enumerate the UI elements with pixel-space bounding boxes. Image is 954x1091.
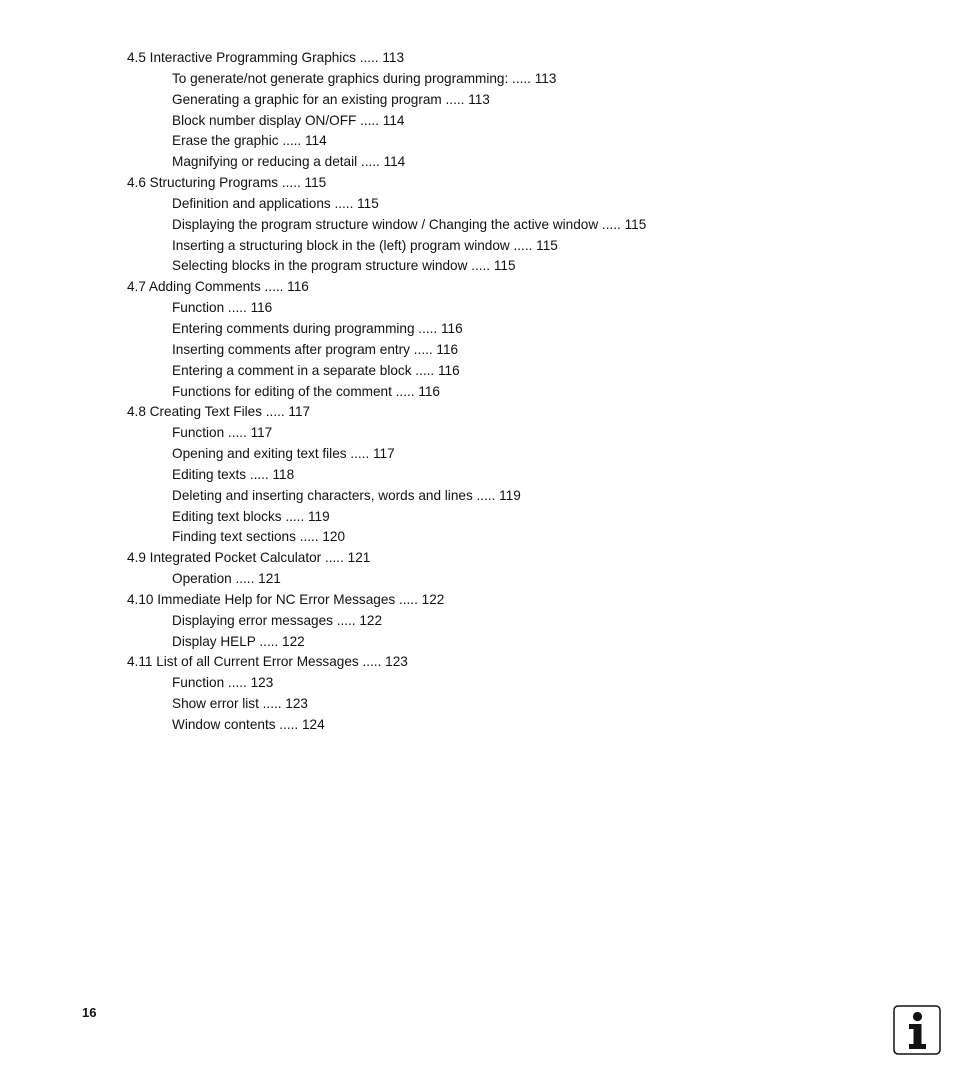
- toc-subentry[interactable]: Entering comments during programming ..... 116: [172, 320, 463, 336]
- toc-entry[interactable]: 4.6 Structuring Programs ..... 115: [127, 175, 327, 191]
- toc-subentry[interactable]: Function ..... 117: [172, 425, 273, 441]
- toc-subentry[interactable]: Operation ..... 121: [172, 571, 281, 587]
- info-icon: [893, 1005, 941, 1055]
- toc-subentry[interactable]: Display HELP ..... 122: [172, 633, 305, 649]
- toc-subentry[interactable]: Inserting comments after program entry ..... 116: [172, 341, 459, 357]
- toc-entry[interactable]: 4.5 Interactive Programming Graphics ..... 113: [127, 50, 405, 65]
- toc-subentry[interactable]: Inserting a structuring block in the (left) program window ..... 115: [172, 237, 558, 253]
- toc-subentry[interactable]: Deleting and inserting characters, words and lines ..... 119: [172, 487, 521, 503]
- toc-subentry[interactable]: Definition and applications ..... 115: [172, 195, 379, 211]
- toc-subentry[interactable]: Finding text sections ..... 120: [172, 529, 346, 545]
- toc-subentry[interactable]: Entering a comment in a separate block ..... 116: [172, 362, 460, 378]
- toc-subentry[interactable]: Opening and exiting text files ..... 117: [172, 446, 395, 462]
- page-number: 16: [82, 1005, 97, 1020]
- toc-subentry[interactable]: Function ..... 116: [172, 300, 273, 316]
- toc-subentry[interactable]: Generating a graphic for an existing program ..... 113: [172, 91, 490, 107]
- toc-entry[interactable]: 4.8 Creating Text Files ..... 117: [127, 404, 311, 420]
- table-of-contents: [127, 48, 827, 736]
- toc-subentry[interactable]: Magnifying or reducing a detail ..... 114: [172, 154, 406, 170]
- toc-subentry[interactable]: Block number display ON/OFF ..... 114: [172, 112, 405, 128]
- toc-entry[interactable]: 4.7 Adding Comments ..... 116: [127, 279, 309, 295]
- toc-subentry[interactable]: Displaying the program structure window / Changing the active window ..... 115: [172, 216, 647, 232]
- toc-entry[interactable]: 4.9 Integrated Pocket Calculator ..... 121: [127, 550, 371, 566]
- toc-subentry[interactable]: Window contents ..... 124: [172, 717, 325, 732]
- toc-subentry[interactable]: Show error list ..... 123: [172, 696, 308, 712]
- toc-subentry[interactable]: Erase the graphic ..... 114: [172, 133, 327, 149]
- toc-subentry[interactable]: To generate/not generate graphics during programming: ..... 113: [172, 70, 557, 86]
- toc-subentry[interactable]: Editing texts ..... 118: [172, 466, 295, 482]
- toc-entry[interactable]: 4.11 List of all Current Error Messages ..... 123: [127, 654, 408, 670]
- toc-subentry[interactable]: Editing text blocks ..... 119: [172, 508, 330, 524]
- toc-subentry[interactable]: Displaying error messages ..... 122: [172, 612, 383, 628]
- toc-subentry[interactable]: Functions for editing of the comment ..... 116: [172, 383, 440, 399]
- toc-subentry[interactable]: Selecting blocks in the program structure window ..... 115: [172, 258, 516, 274]
- toc-entry[interactable]: 4.10 Immediate Help for NC Error Messages ..... 122: [127, 591, 445, 607]
- toc-subentry[interactable]: Function ..... 123: [172, 675, 274, 691]
